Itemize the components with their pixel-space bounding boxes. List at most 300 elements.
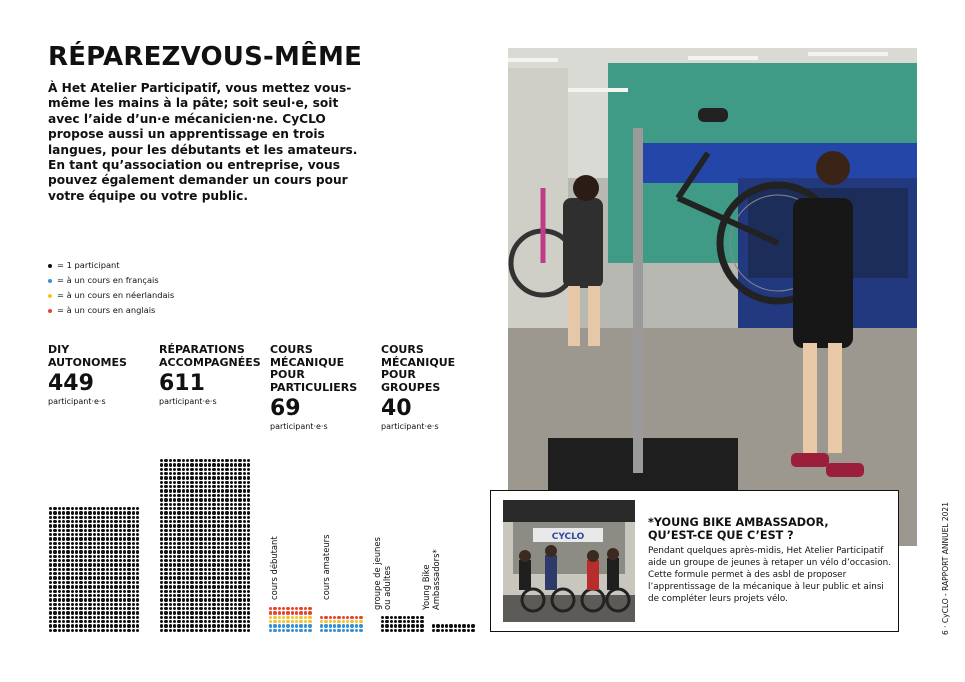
stat-label: DIY AUTONOMES — [48, 343, 127, 369]
participant-dot — [75, 576, 78, 579]
participant-dot — [182, 594, 185, 597]
participant-dot — [160, 503, 163, 506]
participant-dot — [75, 585, 78, 588]
participant-dot — [217, 594, 220, 597]
participant-dot — [278, 616, 281, 619]
participant-dot — [238, 594, 241, 597]
participant-dot — [221, 629, 224, 632]
participant-dot — [88, 529, 91, 532]
participant-dot — [173, 542, 176, 545]
participant-dot — [101, 607, 104, 610]
participant-dot — [204, 616, 207, 619]
participant-dot — [199, 576, 202, 579]
participant-dot — [62, 590, 65, 593]
participant-dot — [101, 585, 104, 588]
participant-dot — [101, 511, 104, 514]
participant-dot — [243, 563, 246, 566]
participant-dot — [225, 503, 228, 506]
stat-diy — [48, 344, 127, 407]
participant-dot — [84, 542, 87, 545]
participant-dot — [190, 620, 193, 623]
participant-dot — [123, 542, 126, 545]
participant-dot — [101, 616, 104, 619]
participant-dot — [58, 516, 61, 519]
participant-dot — [299, 611, 302, 614]
participant-dot — [190, 529, 193, 532]
participant-dot — [186, 520, 189, 523]
participant-dot — [221, 607, 224, 610]
participant-dot — [208, 537, 211, 540]
participant-dot — [119, 572, 122, 575]
participant-dot — [110, 555, 113, 558]
participant-dot — [101, 598, 104, 601]
legend-label: = à un cours en français — [57, 275, 159, 285]
participant-dot — [350, 624, 353, 627]
participant-dot — [182, 537, 185, 540]
participant-dot — [445, 629, 448, 632]
participant-dot — [204, 607, 207, 610]
participant-dot — [58, 542, 61, 545]
participant-dot — [243, 581, 246, 584]
participant-dot — [337, 629, 340, 632]
participant-dot — [441, 629, 444, 632]
participant-dot — [247, 598, 250, 601]
participant-dot — [195, 576, 198, 579]
participant-dot — [195, 537, 198, 540]
participant-dot — [71, 607, 74, 610]
participant-dot — [66, 559, 69, 562]
participant-dot — [225, 459, 228, 462]
participant-dot — [114, 537, 117, 540]
stat-label: RÉPARATIONS ACCOMPAGNÉES — [159, 343, 261, 369]
participant-dot — [164, 550, 167, 553]
participant-dot — [84, 590, 87, 593]
participant-dot — [49, 559, 52, 562]
participant-dot — [173, 516, 176, 519]
participant-dot — [204, 542, 207, 545]
participant-dot — [182, 516, 185, 519]
participant-dot — [101, 603, 104, 606]
participant-dot — [208, 572, 211, 575]
participant-dot — [132, 572, 135, 575]
participant-dot — [97, 629, 100, 632]
participant-dot — [286, 607, 289, 610]
participant-dot — [93, 620, 96, 623]
participant-dot — [62, 576, 65, 579]
participant-dot — [212, 603, 215, 606]
participant-dot — [208, 555, 211, 558]
participant-dot — [204, 494, 207, 497]
participant-dot — [75, 572, 78, 575]
participant-dot — [247, 507, 250, 510]
participant-dot — [337, 624, 340, 627]
participant-dot — [173, 576, 176, 579]
participant-dot — [190, 624, 193, 627]
participant-dot — [53, 563, 56, 566]
participant-dot — [66, 529, 69, 532]
legend-yellow-dot — [48, 294, 52, 298]
participant-dot — [195, 555, 198, 558]
participant-dot — [114, 585, 117, 588]
participant-dot — [212, 485, 215, 488]
participant-dot — [75, 603, 78, 606]
participant-dot — [66, 572, 69, 575]
participant-dot — [84, 550, 87, 553]
participant-dot — [190, 590, 193, 593]
participant-dot — [195, 603, 198, 606]
participant-dot — [173, 629, 176, 632]
participant-dot — [177, 503, 180, 506]
participant-dot — [93, 585, 96, 588]
participant-dot — [169, 481, 172, 484]
participant-dot — [247, 533, 250, 536]
participant-dot — [186, 537, 189, 540]
participant-dot — [282, 611, 285, 614]
participant-dot — [132, 550, 135, 553]
participant-dot — [230, 520, 233, 523]
participant-dot — [177, 511, 180, 514]
participant-dot — [199, 607, 202, 610]
participant-dot — [182, 481, 185, 484]
participant-dot — [75, 546, 78, 549]
participant-dot — [333, 624, 336, 627]
participant-dot — [110, 546, 113, 549]
participant-dot — [381, 620, 384, 623]
participant-dot — [127, 529, 130, 532]
participant-dot — [132, 529, 135, 532]
participant-dot — [58, 550, 61, 553]
participant-dot — [97, 563, 100, 566]
participant-dot — [136, 603, 139, 606]
participant-dot — [123, 511, 126, 514]
participant-dot — [53, 524, 56, 527]
participant-dot — [225, 568, 228, 571]
participant-dot — [291, 620, 294, 623]
participant-dot — [247, 463, 250, 466]
participant-dot — [225, 603, 228, 606]
participant-dot — [75, 616, 78, 619]
participant-dot — [247, 594, 250, 597]
participant-dot — [234, 611, 237, 614]
participant-dot — [136, 585, 139, 588]
participant-dot — [243, 590, 246, 593]
participant-dot — [160, 620, 163, 623]
participant-dot — [97, 524, 100, 527]
participant-dot — [84, 616, 87, 619]
participant-dot — [114, 529, 117, 532]
participant-dot — [247, 481, 250, 484]
participant-dot — [114, 516, 117, 519]
participant-dot — [62, 568, 65, 571]
participant-dot — [247, 603, 250, 606]
participant-dot — [127, 594, 130, 597]
participant-dot — [169, 598, 172, 601]
participant-dot — [66, 590, 69, 593]
participant-dot — [49, 581, 52, 584]
participant-dot — [204, 459, 207, 462]
participant-dot — [123, 550, 126, 553]
participant-dot — [190, 550, 193, 553]
participant-dot — [243, 607, 246, 610]
participant-dot — [119, 516, 122, 519]
participant-dot — [93, 516, 96, 519]
participant-dot — [234, 585, 237, 588]
participant-dot — [385, 620, 388, 623]
participant-dot — [66, 624, 69, 627]
participant-dot — [136, 594, 139, 597]
participant-dot — [88, 559, 91, 562]
legend-item-participant — [48, 258, 174, 273]
participant-dot — [58, 598, 61, 601]
participant-dot — [204, 546, 207, 549]
participant-dot — [190, 576, 193, 579]
participant-dot — [190, 516, 193, 519]
participant-dot — [127, 590, 130, 593]
participant-dot — [190, 546, 193, 549]
participant-dot — [164, 559, 167, 562]
participant-dot — [164, 463, 167, 466]
participant-dot — [164, 485, 167, 488]
participant-dot — [420, 620, 423, 623]
participant-dot — [79, 590, 82, 593]
participant-dot — [238, 563, 241, 566]
participant-dot — [208, 542, 211, 545]
participant-dot — [75, 629, 78, 632]
participant-dot — [212, 511, 215, 514]
participant-dot — [225, 572, 228, 575]
participant-dot — [114, 568, 117, 571]
participant-dot — [243, 598, 246, 601]
participant-dot — [247, 472, 250, 475]
participant-dot — [238, 520, 241, 523]
participant-dot — [225, 611, 228, 614]
participant-dot — [160, 516, 163, 519]
participant-dot — [247, 542, 250, 545]
participant-dot — [204, 529, 207, 532]
participant-dot — [234, 542, 237, 545]
participant-dot — [173, 468, 176, 471]
participant-dot — [212, 459, 215, 462]
participant-dot — [66, 620, 69, 623]
participant-dot — [114, 624, 117, 627]
participant-dot — [208, 611, 211, 614]
participant-dot — [110, 620, 113, 623]
participant-dot — [106, 629, 109, 632]
participant-dot — [304, 629, 307, 632]
participant-dot — [243, 559, 246, 562]
stat-unit: participant·e·s — [270, 422, 328, 431]
participant-dot — [132, 524, 135, 527]
participant-dot — [234, 533, 237, 536]
participant-dot — [71, 520, 74, 523]
participant-dot — [106, 559, 109, 562]
participant-dot — [186, 494, 189, 497]
participant-dot — [62, 533, 65, 536]
participant-dot — [164, 511, 167, 514]
participant-dot — [136, 550, 139, 553]
participant-dot — [238, 603, 241, 606]
page-footer-side-text: 6 · CyCLO - RAPPORT ANNUEL 2021 — [941, 502, 950, 635]
participant-dot — [190, 511, 193, 514]
participant-dot — [217, 481, 220, 484]
participant-dot — [225, 590, 228, 593]
participant-dot — [269, 624, 272, 627]
participant-dot — [195, 611, 198, 614]
participant-dot — [114, 563, 117, 566]
participant-dot — [177, 568, 180, 571]
participant-dot — [190, 485, 193, 488]
participant-dot — [199, 581, 202, 584]
participant-dot — [208, 563, 211, 566]
participant-dot — [195, 498, 198, 501]
participant-dot — [243, 629, 246, 632]
participant-dot — [243, 468, 246, 471]
participant-dot — [106, 594, 109, 597]
participant-dot — [62, 620, 65, 623]
participant-dot — [199, 611, 202, 614]
participant-dot — [177, 607, 180, 610]
participant-dot — [127, 581, 130, 584]
participant-dot — [299, 616, 302, 619]
participant-dot — [186, 572, 189, 575]
participant-dot — [182, 533, 185, 536]
participant-dot — [119, 537, 122, 540]
participant-dot — [79, 511, 82, 514]
participant-dot — [199, 563, 202, 566]
participant-dot — [88, 611, 91, 614]
participant-dot — [62, 598, 65, 601]
participant-dot — [88, 585, 91, 588]
participant-dot — [462, 629, 465, 632]
participant-dot — [88, 620, 91, 623]
participant-dot — [247, 607, 250, 610]
participant-dot — [333, 616, 336, 619]
participant-dot — [190, 533, 193, 536]
participant-dot — [62, 507, 65, 510]
participant-dot — [195, 472, 198, 475]
participant-dot — [169, 494, 172, 497]
participant-dot — [132, 546, 135, 549]
participant-dot — [182, 581, 185, 584]
participant-dot — [295, 629, 298, 632]
participant-dot — [123, 611, 126, 614]
participant-dot — [119, 598, 122, 601]
participant-dot — [247, 489, 250, 492]
participant-dot — [329, 629, 332, 632]
participant-dot — [342, 620, 345, 623]
participant-dot — [411, 620, 414, 623]
participant-dot — [164, 507, 167, 510]
participant-dot — [58, 520, 61, 523]
participant-dot — [136, 555, 139, 558]
participant-dot — [212, 624, 215, 627]
participant-dot — [127, 629, 130, 632]
participant-dot — [173, 476, 176, 479]
participant-dot — [49, 533, 52, 536]
participant-dot — [93, 590, 96, 593]
participant-dot — [398, 624, 401, 627]
participant-dot — [208, 598, 211, 601]
participant-dot — [164, 503, 167, 506]
participant-dot — [234, 616, 237, 619]
participant-dot — [84, 611, 87, 614]
label-cours-amateurs: cours amateurs — [321, 534, 331, 600]
participant-dot — [62, 585, 65, 588]
participant-dot — [230, 459, 233, 462]
participant-dot — [212, 598, 215, 601]
participant-dot — [221, 472, 224, 475]
participant-dot — [75, 607, 78, 610]
participant-dot — [160, 476, 163, 479]
participant-dot — [127, 542, 130, 545]
participant-dot — [84, 563, 87, 566]
participant-dot — [199, 559, 202, 562]
participant-dot — [234, 537, 237, 540]
participant-dot — [93, 581, 96, 584]
participant-dot — [234, 498, 237, 501]
participant-dot — [114, 559, 117, 562]
participant-dot — [403, 629, 406, 632]
participant-dot — [238, 559, 241, 562]
participant-dot — [403, 624, 406, 627]
participant-dot — [160, 485, 163, 488]
participant-dot — [177, 559, 180, 562]
participant-dot — [195, 542, 198, 545]
participant-dot — [247, 572, 250, 575]
participant-dot — [160, 572, 163, 575]
participant-dot — [221, 524, 224, 527]
participant-dot — [84, 507, 87, 510]
participant-dot — [247, 559, 250, 562]
participant-dot — [71, 590, 74, 593]
participant-dot — [123, 581, 126, 584]
participant-dot — [204, 524, 207, 527]
participant-dot — [123, 546, 126, 549]
participant-dot — [208, 550, 211, 553]
participant-dot — [164, 516, 167, 519]
participant-dot — [173, 485, 176, 488]
participant-dot — [204, 590, 207, 593]
participant-dot — [62, 603, 65, 606]
participant-dot — [243, 611, 246, 614]
participant-dot — [75, 507, 78, 510]
participant-dot — [208, 624, 211, 627]
participant-dot — [230, 468, 233, 471]
participant-dot — [169, 555, 172, 558]
participant-dot — [97, 559, 100, 562]
participant-dot — [234, 581, 237, 584]
participant-dot — [208, 468, 211, 471]
participant-dot — [177, 563, 180, 566]
participant-dot — [84, 620, 87, 623]
participant-dot — [101, 555, 104, 558]
participant-dot — [221, 481, 224, 484]
participant-dot — [247, 520, 250, 523]
participant-dot — [75, 511, 78, 514]
participant-dot — [79, 616, 82, 619]
participant-dot — [119, 576, 122, 579]
participant-dot — [136, 568, 139, 571]
participant-dot — [221, 516, 224, 519]
participant-dot — [160, 568, 163, 571]
participant-dot — [53, 607, 56, 610]
participant-dot — [177, 516, 180, 519]
participant-dot — [195, 616, 198, 619]
participant-dot — [238, 468, 241, 471]
participant-dot — [217, 476, 220, 479]
participant-dot — [411, 629, 414, 632]
participant-dot — [230, 616, 233, 619]
